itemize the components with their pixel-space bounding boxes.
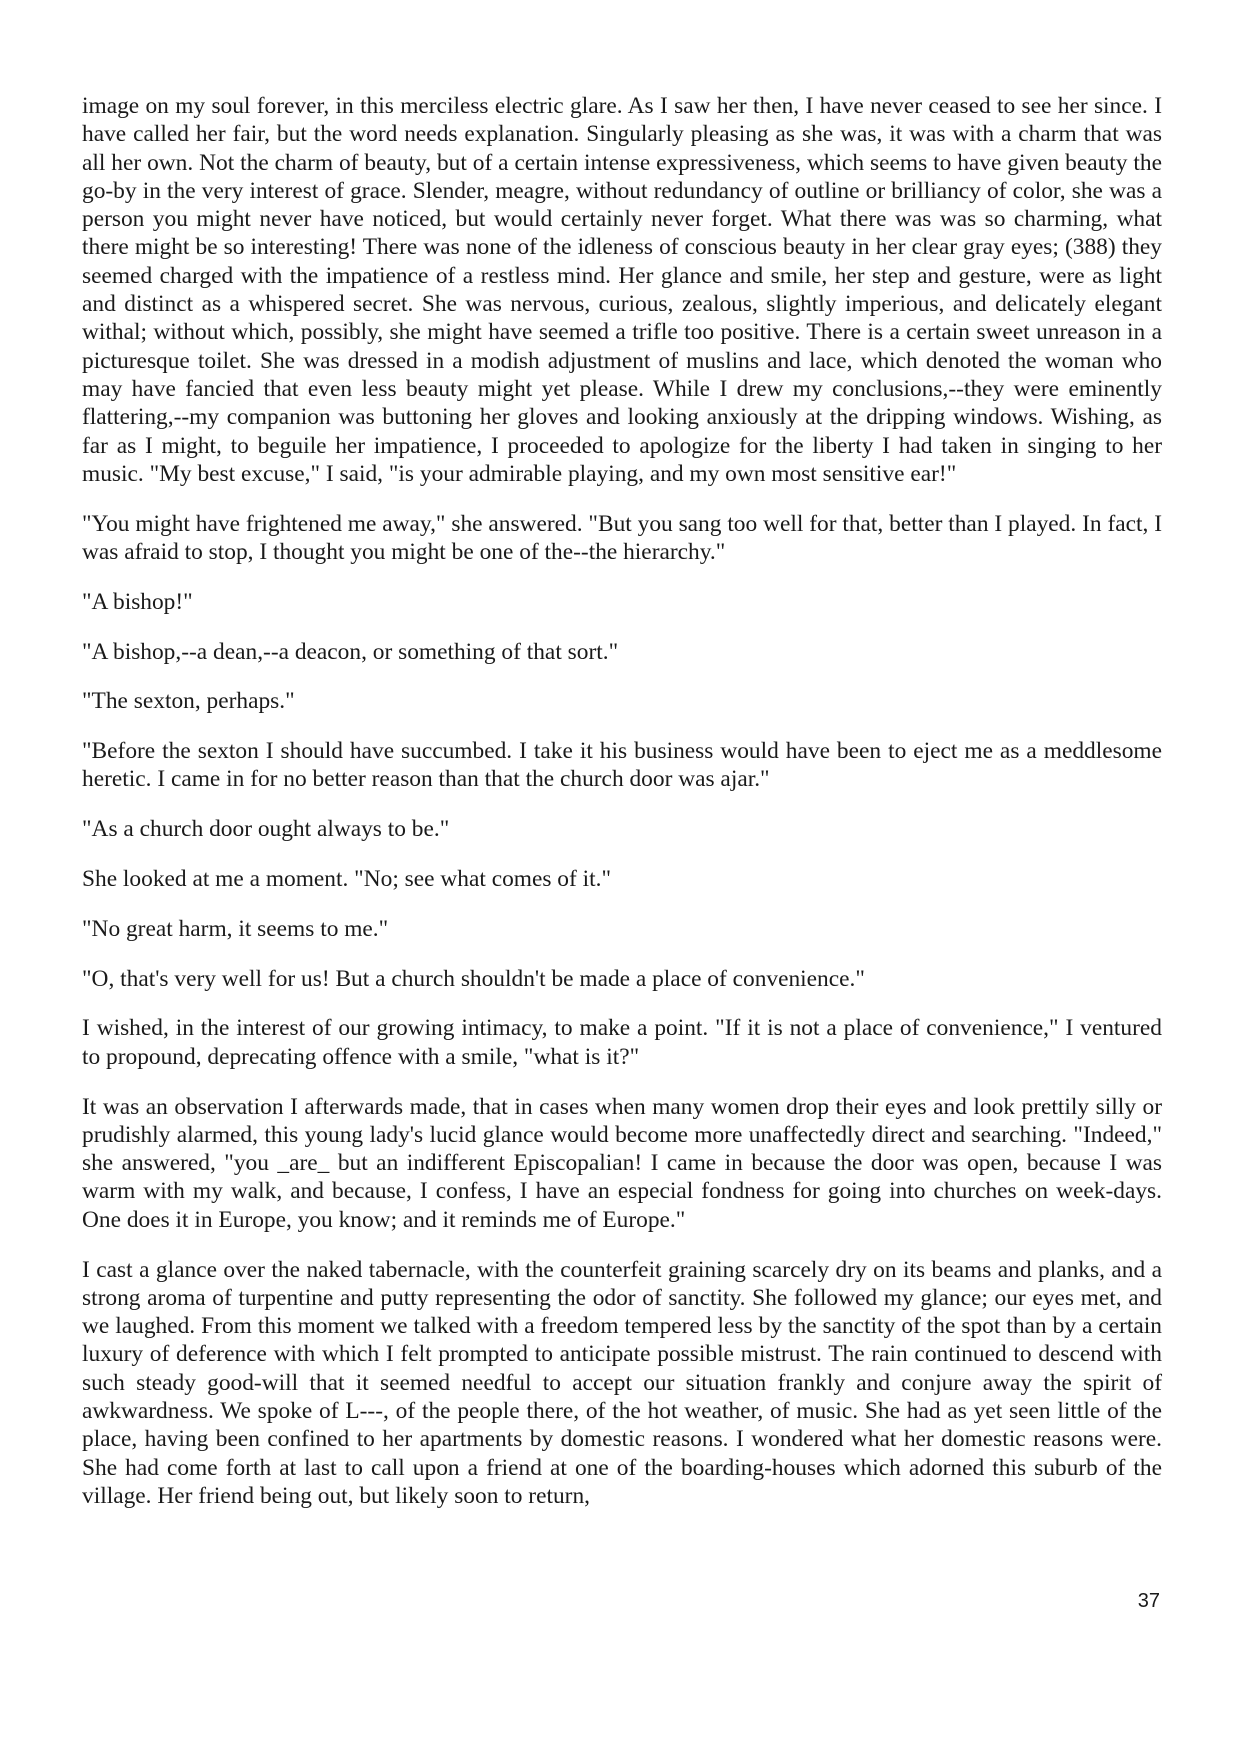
paragraph: I cast a glance over the naked tabernacle, with the counterfeit graining scarcely dry on its beams and planks, and a strong aroma of turpentine and putty representing the odor of sanctity. She followed my glance; our eyes met, and we laughed. From this moment we talked with a freedom tempered less by the sanctity of the spot than by a certain luxury of deference with which I felt prompted to anticipate possible mistrust. The rain continued to descend with such steady good-will that it seemed needful to accept our situation frankly and conjure away the spirit of awkwardness. We spoke of L---, of the people there, of the hot weather, of music. She had as yet seen little of the place, having been confined to her apartments by domestic reasons. I wondered what her domestic reasons were. She had come forth at last to call upon a friend at one of the boarding-houses which adorned this suburb of the village. Her friend being out, but likely soon to return, — [82, 1256, 1162, 1509]
paragraph: "A bishop,--a dean,--a deacon, or something of that sort." — [82, 638, 619, 665]
paragraph: "A bishop!" — [82, 588, 193, 615]
paragraph: It was an observation I afterwards made, that in cases when many women drop their eyes and look prettily silly or prudishly alarmed, this young lady's lucid glance would become more unaffectedly direct and searching. "Indeed," she answered, "you _are_ but an indifferent Episcopalian! I came in because the door was open, because I was warm with my walk, and because, I confess, I have an especial fondness for going into churches on week-days. One does it in Europe, you know; and it reminds me of Europe." — [82, 1093, 1162, 1233]
paragraph: I wished, in the interest of our growing intimacy, to make a point. "If it is not a place of convenience," I ventured to propound, deprecating offence with a smile, "what is it?" — [82, 1015, 1162, 1070]
paragraph: "No great harm, it seems to me." — [82, 915, 389, 942]
paragraph: "As a church door ought always to be." — [82, 816, 450, 843]
paragraph: "Before the sexton I should have succumbed. I take it his business would have been to eject me as a meddlesome heretic. I came in for no better reason than that the church door was ajar." — [82, 738, 1162, 793]
paragraph: "You might have frightened me away," she answered. "But you sang too well for that, better than I played. In fact, I was afraid to stop, I thought you might be one of the--the hierarchy." — [82, 510, 1162, 565]
page-body — [82, 92, 1162, 1532]
paragraph: "The sexton, perhaps." — [82, 688, 295, 715]
paragraph: "O, that's very well for us! But a church shouldn't be made a place of convenience." — [82, 965, 865, 992]
page-number: 37 — [1137, 1590, 1160, 1612]
paragraph: She looked at me a moment. "No; see what comes of it." — [82, 866, 612, 893]
paragraph: image on my soul forever, in this merciless electric glare. As I saw her then, I have never ceased to see her since. I have called her fair, but the word needs explanation. Singularly pleasing as she was, it was with a charm that was all her own. Not the charm of beauty, but of a certain intense expressiveness, which seems to have given beauty the go-by in the very interest of grace. Slender, meagre, without redundancy of outline or brilliancy of color, she was a person you might never have noticed, but would certainly never forget. What there was was so charming, what there might be so interesting! There was none of the idleness of conscious beauty in her clear gray eyes; (388) they seemed charged with the impatience of a restless mind. Her glance and smile, her step and gesture, were as light and distinct as a whispered secret. She was nervous, curious, zealous, slightly imperious, and delicately elegant withal; without which, possibly, she might have seemed a trifle too positive. There is a certain sweet unreason in a picturesque toilet. She was dressed in a modish adjustment of muslins and lace, which denoted the woman who may have fancied that even less beauty might yet please. While I drew my conclusions,--they were eminently flattering,--my companion was buttoning her gloves and looking anxiously at the dripping windows. Wishing, as far as I might, to beguile her impatience, I proceeded to apologize for the liberty I had taken in singing to her music. "My best excuse," I said, "is your admirable playing, and my own most sensitive ear!" — [82, 93, 1162, 487]
